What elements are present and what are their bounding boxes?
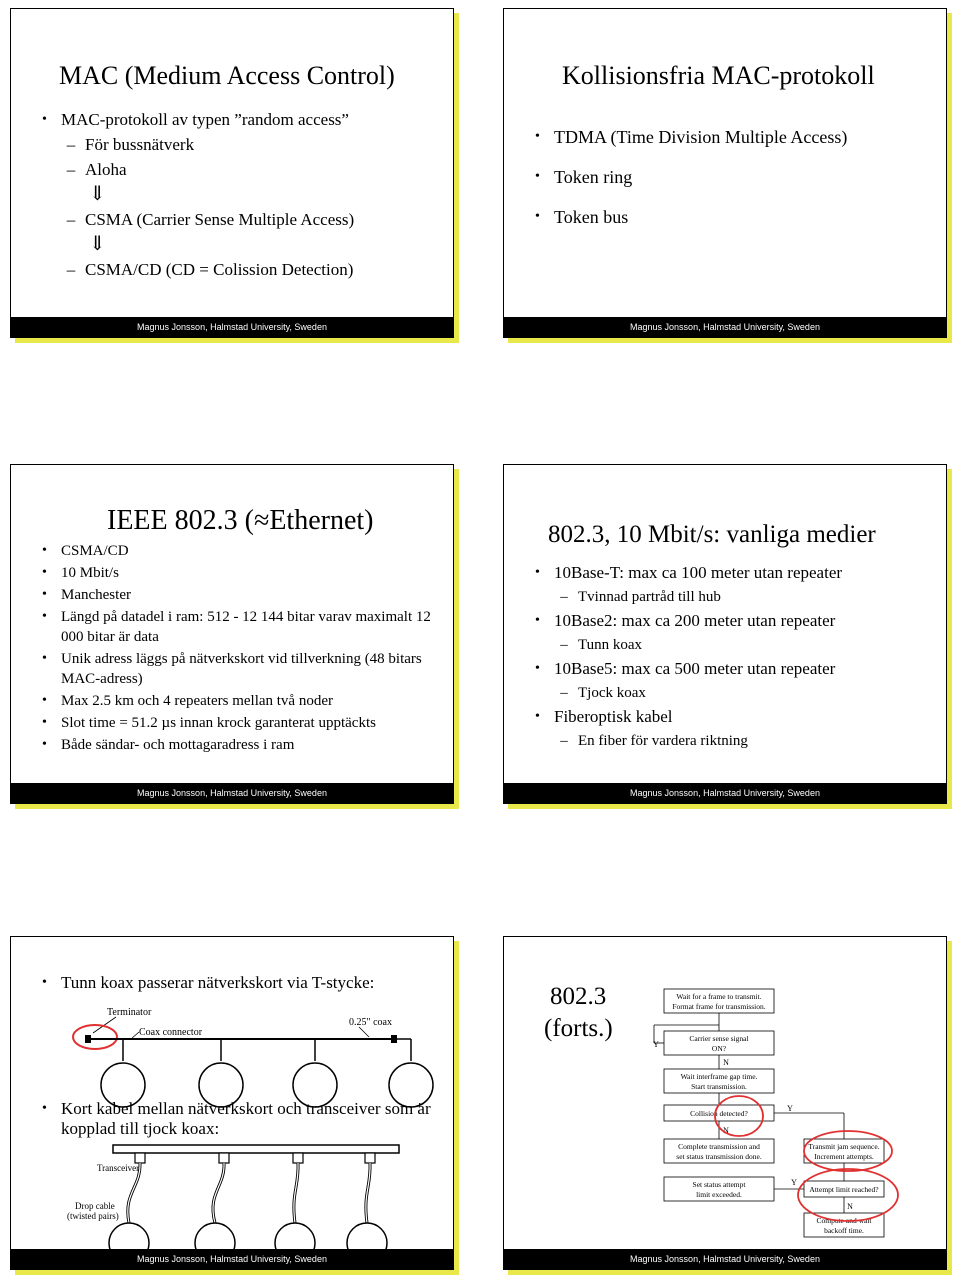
sub-item: – Tvinnad partråd till hub bbox=[560, 589, 721, 605]
flow-text: Transmit jam sequence. bbox=[808, 1142, 880, 1151]
slide-mac bbox=[10, 8, 454, 338]
bullet-item: • Token bus bbox=[532, 197, 847, 237]
bullet-item: • Unik adress läggs på nätverkskort vid tillverkning (48 bitars MAC-adress) bbox=[39, 649, 439, 689]
coax-label: 0.25" coax bbox=[349, 1017, 392, 1028]
flow-text: Compute and wait bbox=[816, 1216, 872, 1225]
bullet-list bbox=[39, 1099, 439, 1139]
slide-footer: Magnus Jonsson, Halmstad University, Sweden bbox=[504, 317, 946, 337]
flow-text: backoff time. bbox=[824, 1226, 864, 1235]
csma-cd-flowchart bbox=[504, 937, 948, 1249]
bullet-item: • Längd på datadel i ram: 512 - 12 144 bitar varav maximalt 12 000 bitar är data bbox=[39, 607, 439, 647]
slide-title: IEEE 802.3 (≈Ethernet) bbox=[107, 505, 374, 536]
sub-item: – Aloha bbox=[66, 160, 127, 179]
drop-cable-sub-label: (twisted pairs) bbox=[67, 1211, 119, 1221]
bullet-item: • Kort kabel mellan nätverkskort och transceiver som är kopplad till tjock koax: bbox=[39, 1099, 439, 1139]
sub-item: – CSMA/CD (CD = Colission Detection) bbox=[66, 260, 354, 279]
bullet-item: • Fiberoptisk kabel bbox=[532, 705, 842, 729]
bullet-list bbox=[39, 973, 439, 993]
bullet-item: • CSMA/CD bbox=[39, 541, 439, 561]
flow-text: Collision detected? bbox=[690, 1109, 748, 1118]
flow-label-n: N bbox=[847, 1202, 853, 1211]
flow-text: Start transmission. bbox=[691, 1082, 747, 1091]
bullet-item: • Både sändar- och mottagaradress i ram bbox=[39, 735, 439, 755]
slide-title-line: 802.3 bbox=[550, 983, 607, 1010]
bullet-item: • Slot time = 51.2 µs innan krock garanterat upptäckts bbox=[39, 713, 439, 733]
sub-item: – CSMA (Carrier Sense Multiple Access) bbox=[66, 210, 355, 229]
sub-item: – Tjock koax bbox=[560, 685, 646, 701]
bullet-item: • Manchester bbox=[39, 585, 439, 605]
flow-text: Wait interframe gap time. bbox=[680, 1072, 758, 1081]
thick-coax-diagram bbox=[11, 1137, 455, 1257]
slide-ieee-802-3 bbox=[10, 464, 454, 804]
bullet-item: • 10Base-T: max ca 100 meter utan repeater bbox=[532, 561, 842, 585]
bullet-item: • 10Base2: max ca 200 meter utan repeater bbox=[532, 609, 842, 633]
slide-title: 802.3, 10 Mbit/s: vanliga medier bbox=[548, 521, 876, 548]
slide-802-3-medier bbox=[503, 464, 947, 804]
slide-footer: Magnus Jonsson, Halmstad University, Sweden bbox=[11, 317, 453, 337]
sub-item: – För bussnätverk bbox=[66, 135, 195, 154]
bullet-item: • 10Base5: max ca 500 meter utan repeater bbox=[532, 657, 842, 681]
flow-text: Format frame for transmission. bbox=[672, 1002, 766, 1011]
coax-connector-label: Coax connector bbox=[139, 1027, 203, 1038]
flow-text: ON? bbox=[711, 1044, 727, 1053]
bullet-list bbox=[532, 117, 847, 237]
slide-title: Kollisionsfria MAC-protokoll bbox=[562, 61, 875, 90]
flow-label-n: N bbox=[723, 1058, 729, 1067]
slide-footer: Magnus Jonsson, Halmstad University, Sweden bbox=[11, 1249, 453, 1269]
flow-text: Set status attempt bbox=[692, 1180, 746, 1189]
flow-text: Increment attempts. bbox=[814, 1152, 874, 1161]
slide-koax bbox=[10, 936, 454, 1270]
flow-label-y: Y bbox=[787, 1104, 793, 1113]
sub-item: – En fiber för vardera riktning bbox=[560, 733, 748, 749]
bullet-item: • Tunn koax passerar nätverkskort via T-stycke: bbox=[39, 973, 439, 993]
flow-label-n: N bbox=[723, 1126, 729, 1135]
bullet-item: • 10 Mbit/s bbox=[39, 563, 439, 583]
flow-text: Attempt limit reached? bbox=[809, 1185, 879, 1194]
flow-text: Wait for a frame to transmit. bbox=[676, 992, 762, 1001]
bullet-list bbox=[532, 561, 842, 753]
slide-kollisionsfria bbox=[503, 8, 947, 338]
down-arrow-icon: ⇓ bbox=[89, 233, 106, 255]
flow-text: limit exceeded. bbox=[696, 1190, 742, 1199]
bullet-item: • TDMA (Time Division Multiple Access) bbox=[532, 117, 847, 157]
transceiver-label: Transceiver bbox=[97, 1163, 140, 1173]
bullet-list bbox=[39, 107, 354, 282]
terminator-highlight bbox=[73, 1025, 117, 1049]
bullet-item: • Token ring bbox=[532, 157, 847, 197]
slide-footer: Magnus Jonsson, Halmstad University, Sweden bbox=[504, 783, 946, 803]
bullet-item: • Max 2.5 km och 4 repeaters mellan två noder bbox=[39, 691, 439, 711]
flow-text: set status transmission done. bbox=[676, 1152, 762, 1161]
bullet-list bbox=[39, 541, 439, 755]
bullet-item: • MAC-protokoll av typen ”random access” bbox=[39, 107, 354, 132]
slide-footer: Magnus Jonsson, Halmstad University, Sweden bbox=[504, 1249, 946, 1269]
slide-title: MAC (Medium Access Control) bbox=[59, 61, 395, 90]
slide-802-3-forts bbox=[503, 936, 947, 1270]
down-arrow-icon: ⇓ bbox=[89, 183, 106, 205]
flow-label-y: Y bbox=[791, 1178, 797, 1187]
slide-footer: Magnus Jonsson, Halmstad University, Sweden bbox=[11, 783, 453, 803]
sub-item: – Tunn koax bbox=[560, 637, 643, 653]
drop-cable-label: Drop cable bbox=[75, 1201, 115, 1211]
slide-title-line: (forts.) bbox=[544, 1015, 613, 1042]
flow-label-y: Y bbox=[653, 1040, 659, 1049]
flow-text: Complete transmission and bbox=[678, 1142, 760, 1151]
terminator-label: Terminator bbox=[107, 1007, 152, 1018]
flow-text: Carrier sense signal bbox=[689, 1034, 749, 1043]
